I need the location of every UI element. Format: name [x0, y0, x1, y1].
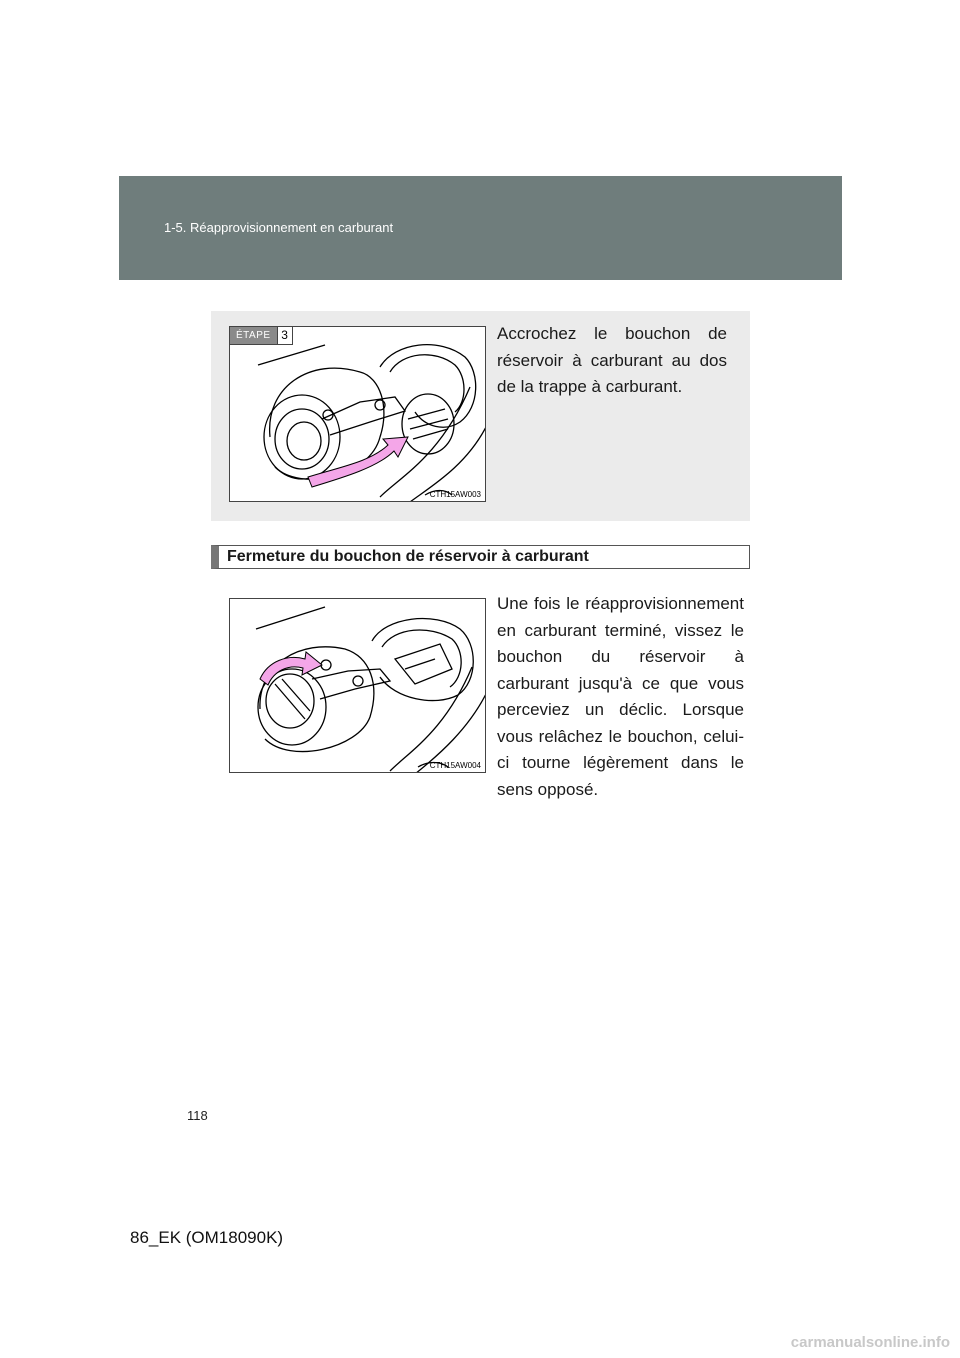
step-label: ÉTAPE [230, 327, 277, 344]
figure-code: CTH15AW004 [429, 761, 481, 770]
step-number: 3 [277, 327, 292, 344]
step-panel [211, 311, 750, 521]
section-title: 1-5. Réapprovisionnement en carburant [164, 220, 394, 235]
fuel-cap-hook-drawing [230, 327, 486, 502]
watermark-text: carmanualsonline.info [790, 1334, 950, 1351]
closing-instruction-text: Une fois le réapprovisionnement en carburant terminé, vissez le bouchon du réservoir à carburant jusqu'à ce que vous perceviez un déclic. Lorsque vous relâchez le bouchon, celui-ci tourne légèrement dans le sens opposé. [497, 594, 744, 799]
fuel-cap-closing-drawing [230, 599, 486, 773]
fuel-cap-closing-illustration [229, 598, 486, 773]
fuel-cap-hook-illustration [229, 326, 486, 502]
section-heading-text: Fermeture du bouchon de réservoir à carburant [227, 548, 589, 565]
step-instruction-text: Accrochez le bouchon de réservoir à carburant au dos de la trappe à carburant. [497, 324, 727, 396]
figure-code: CTH15AW003 [429, 490, 481, 499]
document-code: 86_EK (OM18090K) [130, 1228, 284, 1247]
step-badge [230, 327, 293, 345]
section-header-band [119, 176, 842, 280]
page-number: 118 [187, 1108, 208, 1123]
section-heading [211, 545, 750, 569]
